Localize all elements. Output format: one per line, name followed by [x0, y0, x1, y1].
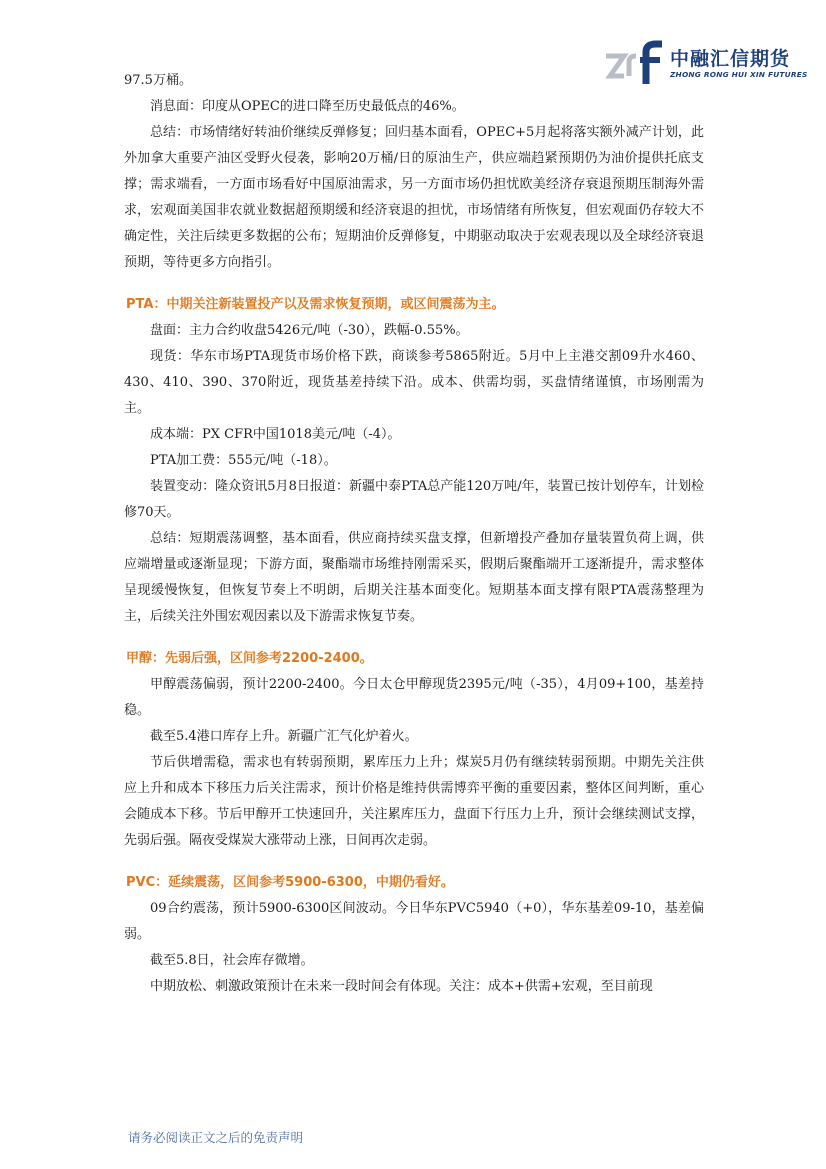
paragraph: 97.5万桶。 [124, 73, 192, 88]
logo-english-name: ZHONG RONG HUI XIN FUTURES [670, 70, 808, 79]
section-heading-methanol: 甲醇：先弱后强，区间参考2200-2400。 [126, 651, 373, 666]
section-heading-pta: PTA：中期关注新装置投产以及需求恢复预期，或区间震荡为主。 [126, 297, 505, 312]
paragraph: 中期放松、刺激政策预计在未来一段时间会有体现。关注：成本+供需+宏观，至目前现 [150, 979, 653, 994]
paragraph: 消息面：印度从OPEC的进口降至历史最低点的46%。 [150, 99, 465, 114]
paragraph: PTA加工费：555元/吨（-18）。 [150, 453, 337, 468]
paragraph: 截至5.4港口库存上升。新疆广汇气化炉着火。 [150, 729, 418, 744]
paragraph: 甲醇震荡偏弱，预计2200-2400。今日太仓甲醇现货2395元/吨（-35），4月09+100，基差持稳。 [124, 677, 704, 718]
report-body [124, 68, 704, 1000]
paragraph: 盘面：主力合约收盘5426元/吨（-30），跌幅-0.55%。 [150, 323, 469, 338]
paragraph: 节后供增需稳，需求也有转弱预期，累库压力上升；煤炭5月仍有继续转弱预期。中期先关注供应上升和成本下移压力后关注需求，预计价格是维持供需博弈平衡的重要因素，整体区间判断，重心会随成本下移。节后甲醇开工快速回升，关注累库压力，盘面下行压力上升，预计会继续测试支撑，先弱后强。隔夜受煤炭大涨带动上涨，日间再次走弱。 [124, 755, 704, 848]
paragraph: 现货：华东市场PTA现货市场价格下跌，商谈参考5865附近。5月中上主港交割09升水460、430、410、390、370附近，现货基差持续下沿。成本、供需均弱，买盘情绪谨慎，市场刚需为主。 [124, 349, 704, 416]
footer-disclaimer: 请务必阅读正文之后的免责声明 [128, 1130, 304, 1145]
paragraph: 成本端：PX CFR中国1018美元/吨（-4）。 [150, 427, 401, 442]
logo-chinese-name: 中融汇信期货 [670, 48, 791, 70]
paragraph: 截至5.8日，社会库存微增。 [150, 953, 314, 968]
paragraph: 09合约震荡，预计5900-6300区间波动。今日华东PVC5940（+0），华东基差09-10，基差偏弱。 [124, 901, 704, 942]
section-heading-pvc: PVC：延续震荡，区间参考5900-6300，中期仍看好。 [126, 875, 454, 890]
paragraph: 装置变动：隆众资讯5月8日报道：新疆中泰PTA总产能120万吨/年，装置已按计划停车，计划检修70天。 [124, 479, 704, 520]
paragraph: 总结：市场情绪好转油价继续反弹修复；回归基本面看，OPEC+5月起将落实额外减产计划，此外加拿大重要产油区受野火侵袭，影响20万桶/日的原油生产，供应端趋紧预期仍为油价提供托底支撑；需求端看，一方面市场看好中国原油需求，另一方面市场仍担忧欧美经济存衰退预期压制海外需求，宏观面美国非农就业数据超预期缓和经济衰退的担忧，市场情绪有所恢复，但宏观面仍存较大不确定性，关注后续更多数据的公布；短期油价反弹修复，中期驱动取决于宏观表现以及全球经济衰退预期，等待更多方向指引。 [124, 125, 704, 270]
paragraph: 总结：短期震荡调整，基本面看，供应商持续买盘支撑，但新增投产叠加存量装置负荷上调，供应端增量或逐渐显现；下游方面，聚酯端市场维持刚需采买，假期后聚酯端开工逐渐提升，需求整体呈现缓慢恢复，但恢复节奏上不明朗，后期关注基本面变化。短期基本面支撑有限PTA震荡整理为主，后续关注外围宏观因素以及下游需求恢复节奏。 [124, 531, 704, 624]
